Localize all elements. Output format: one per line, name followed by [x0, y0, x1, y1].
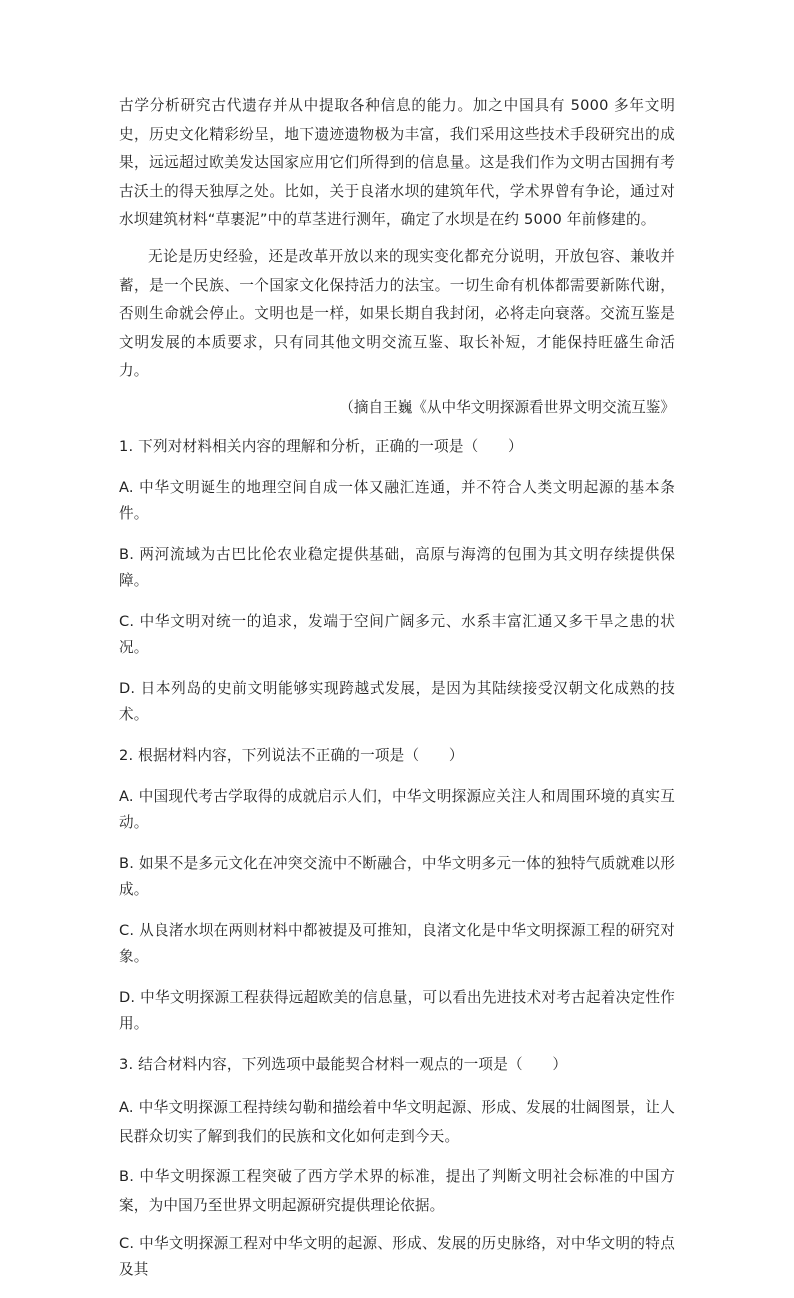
option-b: B. 两河流域为古巴比伦农业稳定提供基础，高原与海湾的包围为其文明存续提供保障。	[119, 545, 675, 589]
option-c: C. 中华文明探源工程对中华文明的起源、形成、发展的历史脉络，对中华文明的特点及其	[119, 1234, 675, 1278]
question-3	[119, 1052, 675, 1283]
passage-paragraph-2: 无论是历史经验，还是改革开放以来的现实变化都充分说明，开放包容、兼收并蓄，是一个民族、一个国家文化保持活力的法宝。一切生命有机体都需要新陈代谢，否则生命就会停止。文明也是一样，如果长期自我封闭，必将走向衰落。交流互鉴是文明发展的本质要求，只有同其他文明交流互鉴、取长补短，才能保持旺盛生命活力。	[119, 247, 675, 380]
option-a: A. 中国现代考古学取得的成就启示人们，中华文明探源应关注人和周围环境的真实互动。	[119, 787, 675, 831]
question-2	[119, 743, 675, 1037]
question-1	[119, 434, 675, 728]
option-d: D. 中华文明探源工程获得远超欧美的信息量，可以看出先进技术对考古起着决定性作用。	[119, 988, 675, 1032]
option-a: A. 中华文明探源工程持续勾勒和描绘着中华文明起源、形成、发展的壮阔图景，让人民群众切实了解到我们的民族和文化如何走到今天。	[119, 1098, 675, 1145]
question-stem: 2. 根据材料内容，下列说法不正确的一项是（ ）	[119, 746, 464, 764]
option-a: A. 中华文明诞生的地理空间自成一体又融汇连通，并不符合人类文明起源的基本条件。	[119, 478, 675, 522]
option-c: C. 从良渚水坝在两则材料中都被提及可推知，良渚文化是中华文明探源工程的研究对象。	[119, 921, 675, 965]
page-content	[119, 92, 675, 1298]
question-stem: 1. 下列对材料相关内容的理解和分析，正确的一项是（ ）	[119, 437, 523, 455]
passage-paragraph-1: 古学分析研究古代遗存并从中提取各种信息的能力。加之中国具有 5000 多年文明史，历史文化精彩纷呈，地下遗迹遗物极为丰富，我们采用这些技术手段研究出的成果，远远超过欧美发达国家应用它们所得到的信息量。这是我们作为文明古国拥有考古沃土的得天独厚之处。比如，关于良渚水坝的建筑年代，学术界曾有争论，通过对水坝建筑材料“草裹泥”中的草茎进行测年，确定了水坝是在约 5000 年前修建的。	[119, 97, 675, 229]
option-b: B. 如果不是多元文化在冲突交流中不断融合，中华文明多元一体的独特气质就难以形成。	[119, 854, 675, 898]
question-stem: 3. 结合材料内容，下列选项中最能契合材料一观点的一项是（ ）	[119, 1055, 568, 1073]
option-b: B. 中华文明探源工程突破了西方学术界的标准，提出了判断文明社会标准的中国方案，为中国乃至世界文明起源研究提供理论依据。	[119, 1167, 675, 1214]
option-d: D. 日本列岛的史前文明能够实现跨越式发展，是因为其陆续接受汉朝文化成熟的技术。	[119, 679, 675, 723]
option-c: C. 中华文明对统一的追求，发端于空间广阔多元、水系丰富汇通又多干旱之患的状况。	[119, 612, 675, 656]
passage-source: （摘自王巍《从中华文明探源看世界文明交流互鉴》	[339, 398, 675, 416]
